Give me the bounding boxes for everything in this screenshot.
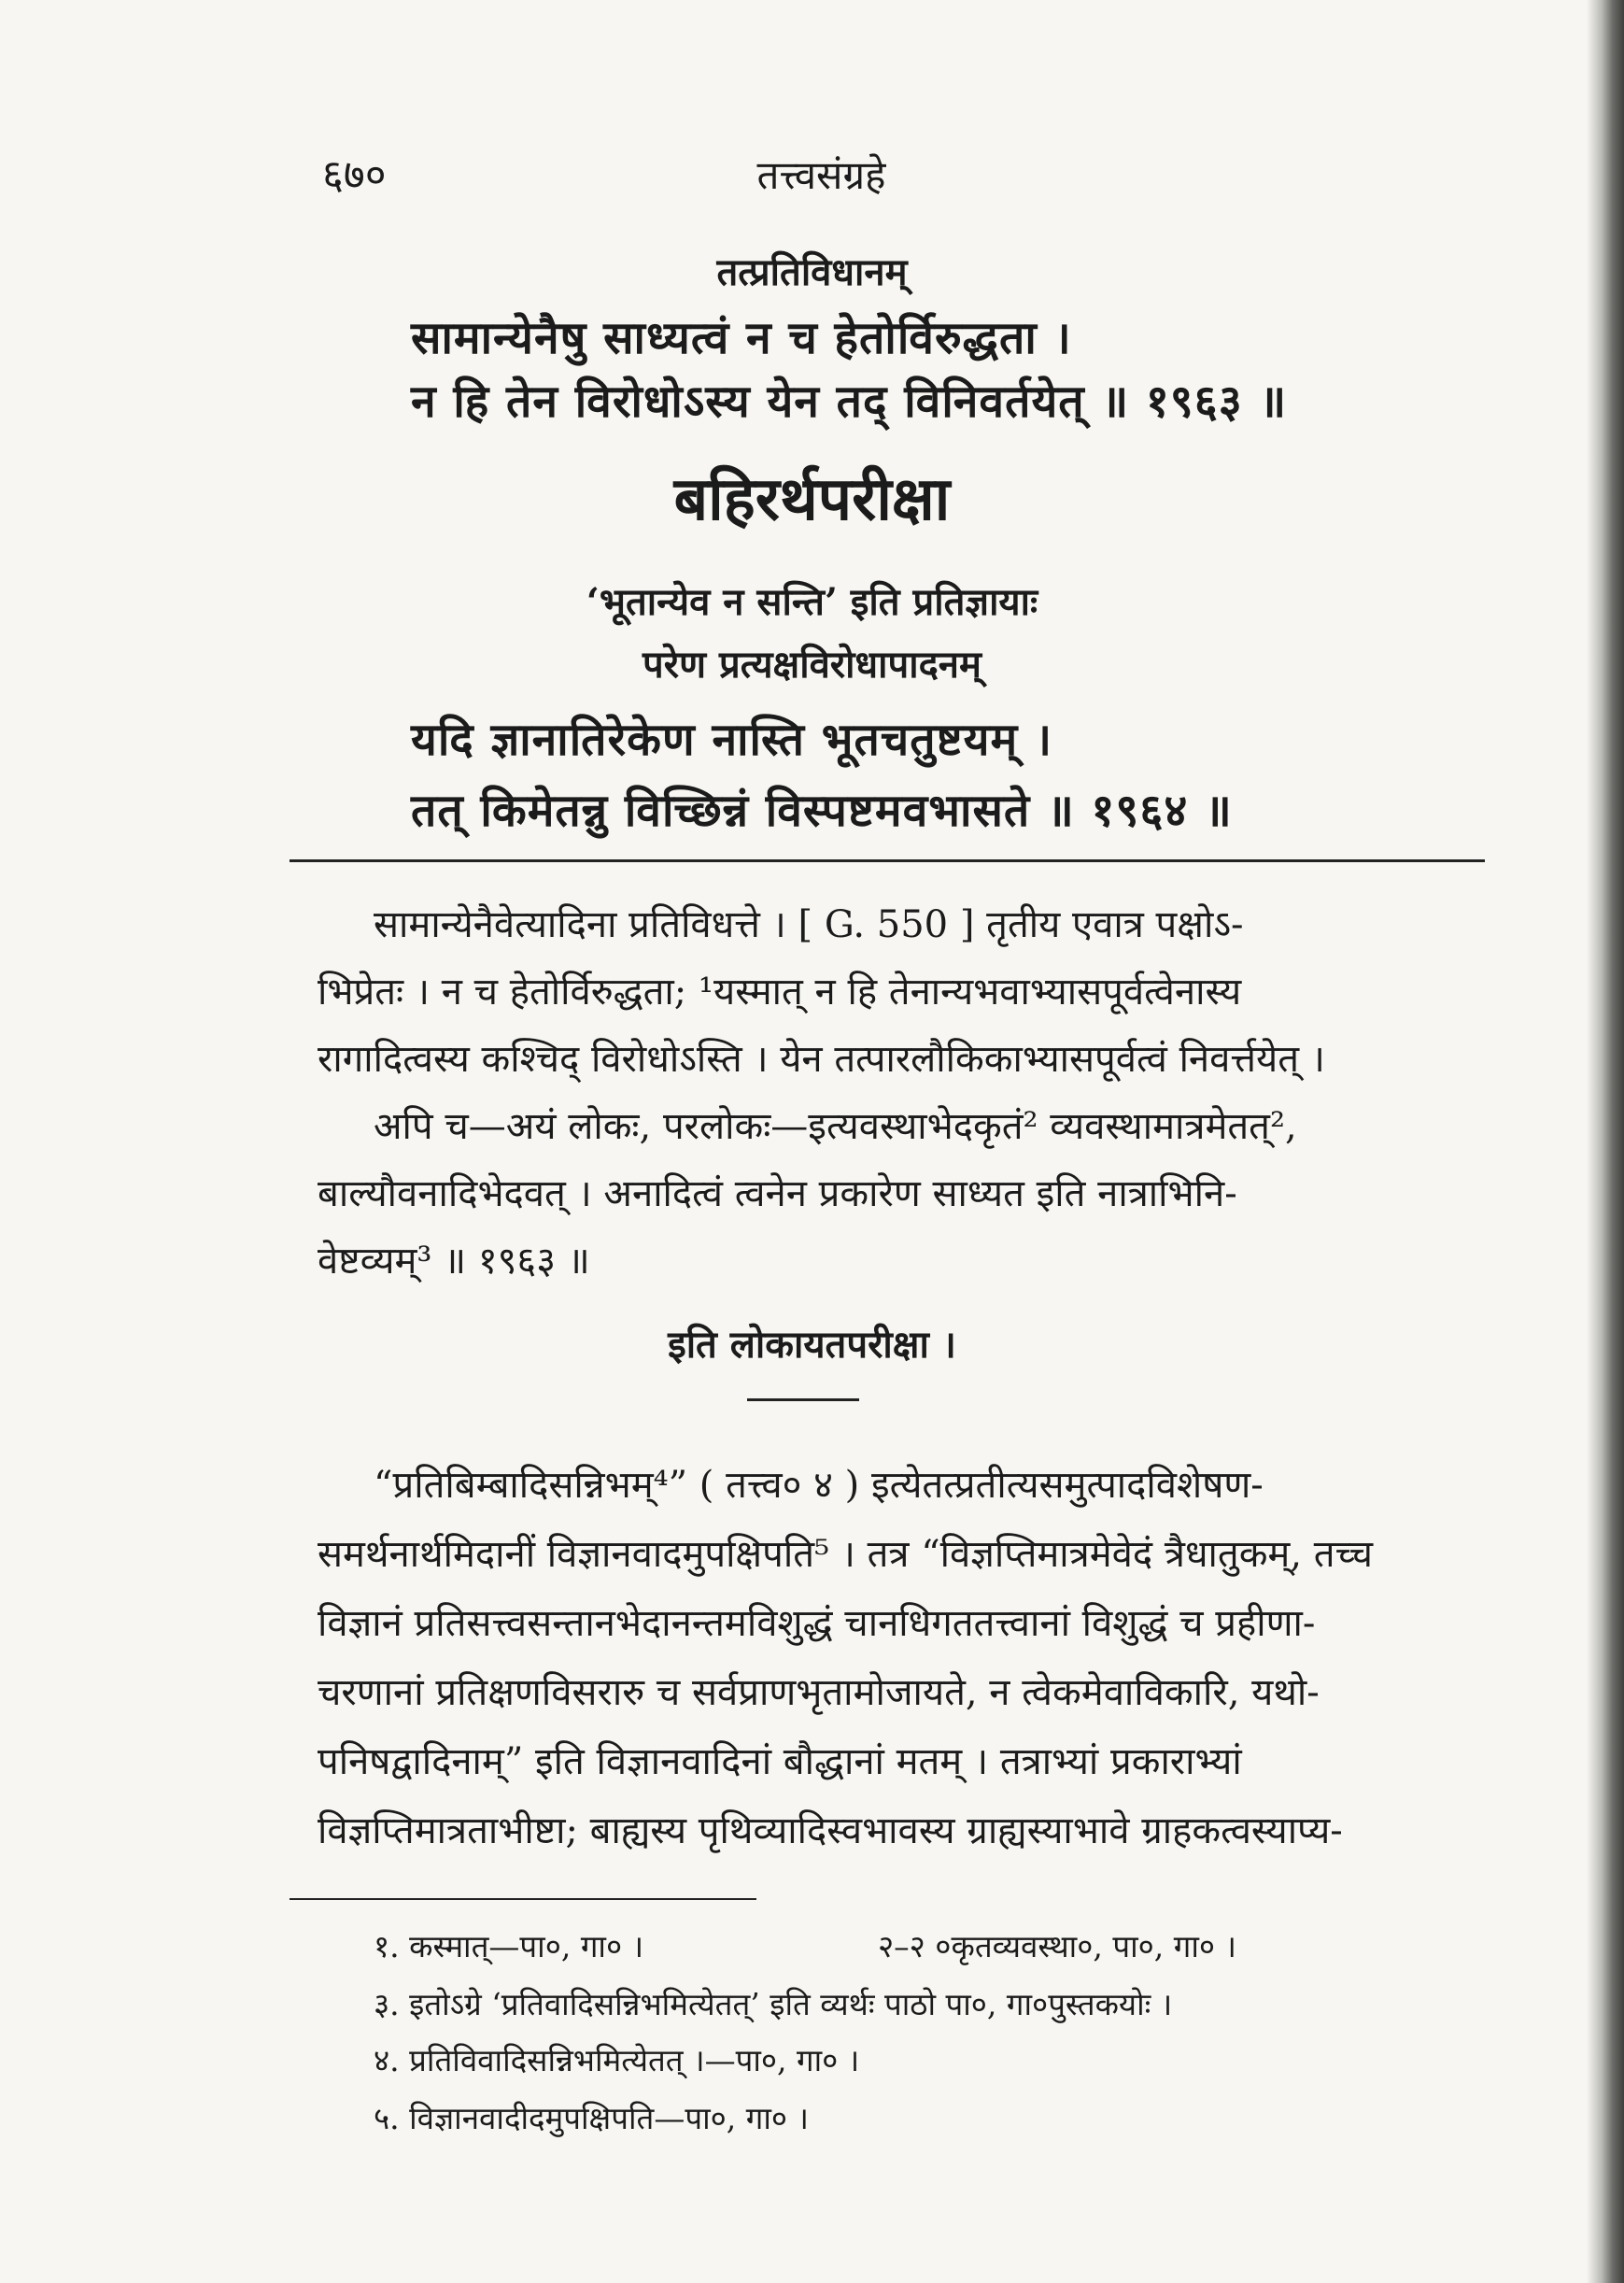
commentary-2-line: समर्थनार्थमिदानीं विज्ञानवादमुपक्षिपति⁵ । तत्र “विज्ञप्तिमात्रमेवेदं त्रैधातुकम्, तच्च [318,1533,1374,1576]
verse-1964-line-1: यदि ज्ञानातिरेकेण नास्ति भूतचतुष्टयम् । [411,714,1053,766]
running-title: तत्त्वसंग्रहे [756,152,886,198]
commentary-2-line: “प्रतिबिम्बादिसन्निभम्⁴” ( तत्त्व० ४ ) इत्येतत्प्रतीत्यसमुत्पादविशेषण- [374,1464,1264,1507]
commentary-2-line: पनिषद्वादिनाम्” इति विज्ञानवादिनां बौद्धानां मतम् । तत्राभ्यां प्रकाराभ्यां [318,1740,1242,1783]
commentary-1-line: बाल्यौवनादिभेदवत् । अनादित्वं त्वनेन प्रकारेण साध्यत इति नात्राभिनि- [318,1172,1237,1215]
section-end-ornament [747,1398,859,1401]
footnote-1: १. कस्मात्—पा०, गा० । [374,1928,644,1964]
commentary-1-line: अपि च—अयं लोकः, परलोकः—इत्यवस्थाभेदकृतं² व्यवस्थामात्रमेतत्², [374,1105,1297,1148]
section-end-label: इति लोकायतपरीक्षा । [668,1323,956,1367]
footnote-5: ५. विज्ञानवादीदमुपक्षिपति—पा०, गा० । [374,2100,810,2136]
subheading-line-2: परेण प्रत्यक्षविरोधापादनम् [643,643,981,687]
commentary-1-line: वेष्टव्यम्³ ॥ १९६३ ॥ [318,1240,590,1283]
commentary-1-line: रागादित्वस्य कश्चिद् विरोधोऽस्ति । येन तत्पारलौकिकाभ्यासपूर्वत्वं निवर्त्तयेत् । [318,1038,1325,1081]
section-title: बहिरर्थपरीक्षा [673,464,951,534]
commentary-1-line: सामान्येनैवेत्यादिना प्रतिविधत्ते । [ G. 550 ] तृतीय एवात्र पक्षोऽ- [374,903,1244,946]
footnote-divider [289,1898,756,1900]
verse-commentary-divider [289,859,1485,862]
subheading-line-1: ‘भूतान्येव न सन्ति’ इति प्रतिज्ञायाः [586,580,1038,624]
commentary-2-line: चरणानां प्रतिक्षणविसरारु च सर्वप्राणभृतामोजायते, न त्वेकमेवाविकारि, यथो- [318,1671,1320,1714]
verse-1963-line-1: सामान्येनैषु साध्यत्वं न च हेतोर्विरुद्धता । [411,312,1072,364]
verse-heading: तत्प्रतिविधानम् [716,250,908,294]
footnote-4: ४. प्रतिविवादिसन्निभमित्येतत् ।—पा०, गा० । [374,2042,860,2078]
page-edge-shadow [1587,0,1624,2283]
commentary-2-line: विज्ञानं प्रतिसत्त्वसन्तानभेदानन्तमविशुद्धं चानधिगततत्त्वानां विशुद्धं च प्रहीणा- [318,1602,1316,1645]
page-number: ६७० [322,151,387,199]
footnote-2: २–२ ०कृतव्यवस्था०, पा०, गा० । [878,1928,1237,1964]
verse-1964-line-2: तत् किमेतन्नु विच्छिन्नं विस्पष्टमवभासते ॥ १९६४ ॥ [411,785,1233,837]
commentary-2-line: विज्ञप्तिमात्रताभीष्टा; बाह्यस्य पृथिव्यादिस्वभावस्य ग्राह्यस्याभावे ग्राहकत्वस्याप्य- [318,1809,1343,1852]
commentary-1-line: भिप्रेतः । न च हेतोर्विरुद्धता; ¹यस्मात् न हि तेनान्यभवाभ्यासपूर्वत्वेनास्य [318,971,1242,1014]
verse-1963-line-2: न हि तेन विरोधोऽस्य येन तद् विनिवर्तयेत् ॥ १९६३ ॥ [411,376,1288,428]
footnote-3: ३. इतोऽग्रे ‘प्रतिवादिसन्निभमित्येतत्’ इति व्यर्थः पाठो पा०, गा०पुस्तकयोः । [374,1986,1173,2022]
